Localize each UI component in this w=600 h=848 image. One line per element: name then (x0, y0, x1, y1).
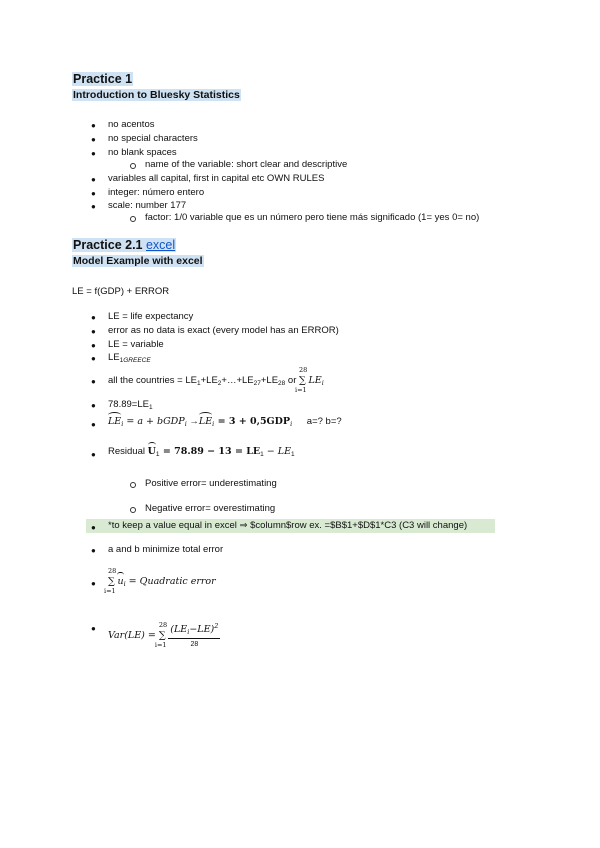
sub-list-item: Positive error= underestimating (145, 478, 277, 489)
list-item: error as no data is exact (every model has an ERROR) (108, 325, 339, 336)
sum-symbol: 28 ∑ i=1 (295, 366, 308, 394)
bullet: ● (91, 420, 96, 429)
bullet: ● (91, 202, 96, 211)
bullet: ● (91, 401, 96, 410)
sub-bullet (130, 482, 136, 488)
list-item: variables all capital, first in capital etc OWN RULES (108, 173, 325, 184)
list-item: Residual $U_1 = 78.89 - 13 = LE_1 - LE_1$ (108, 446, 295, 458)
bullet: ● (91, 149, 96, 158)
practice1-subtitle: Introduction to Bluesky Statistics (73, 89, 240, 101)
bullet: ● (91, 624, 96, 633)
bullet: ● (91, 313, 96, 322)
practice1-title: Practice 1 (73, 72, 133, 86)
bullet: ● (91, 121, 96, 130)
practice2-title-text: Practice 2.1 (73, 238, 143, 252)
practice2-title (72, 238, 176, 252)
sum-symbol: 28 ∑ i=1 (104, 567, 117, 595)
list-item: all the countries = $LE_1+LE_2+\dots+LE_{27}+LE_{28}$ or 28 ∑ i=1 $LE_i$ (108, 366, 324, 394)
sub-bullet (130, 163, 136, 169)
bullet: ● (91, 354, 96, 363)
list-item: LE = life expectancy (108, 311, 194, 322)
bullet: ● (91, 327, 96, 336)
bullet: ● (91, 523, 96, 532)
model-equation: LE = f(GDP) + ERROR (72, 286, 170, 297)
bullet: ● (91, 189, 96, 198)
list-item: integer: número entero (108, 187, 205, 198)
list-item: no special characters (108, 133, 198, 144)
bullet: ● (91, 377, 96, 386)
list-item: 28 ∑ i=1 $u_i$ = Quadratic error (104, 567, 216, 595)
list-item: $78.89=LE_1$ (108, 399, 153, 411)
list-item: $LE_i = a$ + bGDP$_i$ $\to LE_i = 3 + 0,5GDP_i$ a=? b=? (108, 416, 342, 428)
list-item: no blank spaces (108, 147, 177, 158)
bullet: ● (91, 450, 96, 459)
sub-list-item: factor: 1/0 variable que es un número pero tiene más significado (1= yes 0= no) (145, 212, 480, 223)
list-item: a and b minimize total error (108, 544, 224, 555)
list-item: no acentos (108, 119, 155, 130)
bullet: ● (91, 175, 96, 184)
bullet: ● (91, 135, 96, 144)
list-item: Var(LE) = 28 ∑ i=1 $\frac{(LE_i-LE)^2}{28}$ (108, 621, 219, 650)
bullet: ● (91, 341, 96, 350)
list-item: LE = variable (108, 339, 164, 350)
excel-link[interactable]: excel (145, 238, 176, 252)
list-item: *to keep a value equal in excel ⇒ $column$row ex. =$B$1+$D$1*C3 (C3 will change) (108, 520, 468, 531)
bullet: ● (91, 579, 96, 588)
sub-list-item: Negative error= overestimating (145, 503, 276, 514)
practice2-subtitle: Model Example with excel (73, 255, 203, 267)
list-item: $LE_{1GREECE}$ (108, 352, 151, 364)
sub-bullet (130, 216, 136, 222)
bullet: ● (91, 546, 96, 555)
variance-fraction: $\frac{(LE_i-LE)^2}{28}$ (170, 622, 219, 648)
list-item: scale: number 177 (108, 200, 187, 211)
sub-list-item: name of the variable: short clear and descriptive (145, 159, 348, 170)
sum-symbol: 28 ∑ i=1 (154, 621, 168, 650)
sub-bullet (130, 507, 136, 513)
